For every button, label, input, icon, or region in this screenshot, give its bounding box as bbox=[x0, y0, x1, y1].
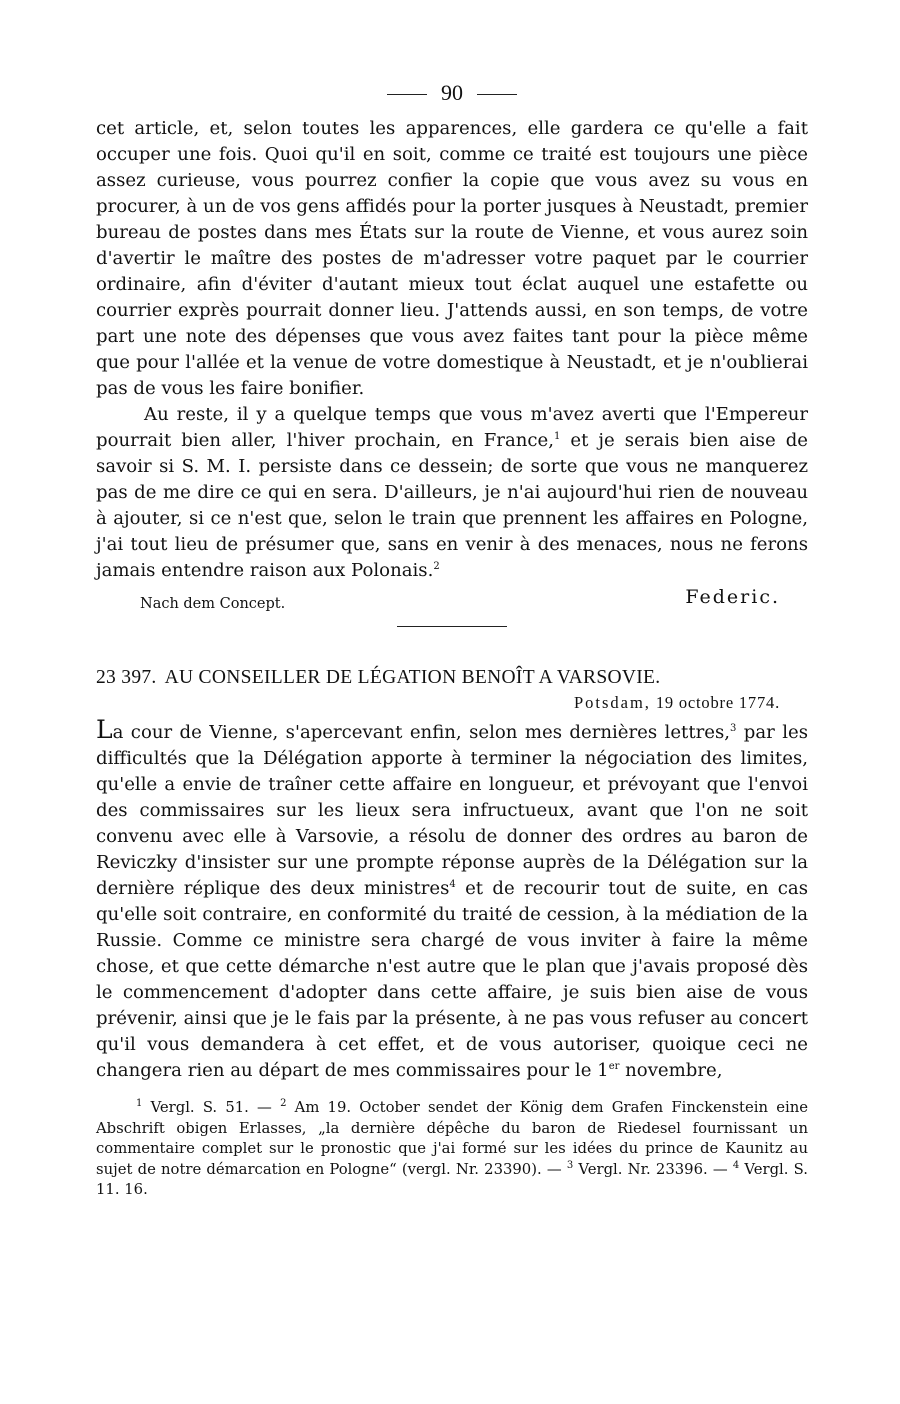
letter-body-part1: a cour de Vienne, s'apercevant enfin, selon mes dernières lettres, bbox=[112, 722, 730, 743]
footnote-ref-1: 1 bbox=[554, 430, 561, 442]
footnote-mark-2: 2 bbox=[280, 1098, 287, 1110]
source-note: Nach dem Concept. bbox=[140, 596, 286, 612]
letter-number: 23 397. bbox=[96, 667, 157, 688]
signature-row bbox=[96, 586, 808, 616]
signature: Federic. bbox=[685, 586, 780, 608]
footnotes bbox=[96, 1098, 808, 1201]
running-head bbox=[96, 80, 808, 106]
paragraph-1: cet article, et, selon toutes les apparences, elle gardera ce qu'elle a fait occuper une fois. Quoi qu'il en soit, comme ce traité est toujours une pièce assez curieuse, vous pourrez confier la copie que vous avez su vous en procurer, à un de vos gens affidés pour la porter jusques à Neustadt, premier bureau de postes dans mes États sur la route de Vienne, et vous aurez soin d'avertir le maître des postes de m'adresser votre paquet par le courrier ordinaire, afin d'éviter d'autant mieux tout éclat auquel une estafette ou courrier exprès pourrait donner lieu. J'attends aussi, en son temps, de votre part une note des dépenses que vous avez faites tant pour la pièce même que pour l'allée et la venue de votre domestique à Neustadt, et je n'oublierai pas de vous les faire bonifier. bbox=[96, 118, 808, 399]
section-divider bbox=[397, 626, 507, 627]
page-number: 90 bbox=[441, 80, 463, 105]
footnote-mark-4: 4 bbox=[732, 1159, 740, 1171]
footnote-ref-3: 3 bbox=[729, 722, 737, 734]
letter-body-part3: et de recourir tout de suite, en cas qu'elle soit contraire, en conformité du traité de cession, à la médiation de la Russie. Comme ce ministre sera chargé de vous inviter à faire la même chose, et que cette démarche n'est autre que le plan que j'avais proposé dès le commencement d'adopter dans cette affaire, je suis bien aise de vous prévenir, ainsi que je le fais par la présente, à ne pas vous refuser au concert qu'il vous demandera à cet effet, et de vous autoriser, quoique ceci ne changera rien au départ de mes commissaires pour le 1 bbox=[96, 878, 808, 1081]
letter-body-part2: par les difficultés que la Délégation apporte à terminer la négociation des limites, qu'elle a envie de traîner cette affaire en longueur, et prévoyant que l'envoi des commissaires sur les lieux sera infructueux, avant que l'on ne soit convenu avec elle à Varsovie, a résolu de donner des ordres au baron de Reviczky d'insister sur une prompte réponse auprès de la Délégation sur la dernière réplique des deux ministres bbox=[96, 722, 808, 899]
footnote-ref-4: 4 bbox=[449, 878, 456, 890]
dateline-date: 19 octobre 1774. bbox=[655, 693, 780, 712]
footnote-3: Vergl. Nr. 23396. — bbox=[573, 1160, 733, 1178]
footnote-mark-1: 1 bbox=[136, 1098, 143, 1110]
head-dash-left bbox=[387, 94, 427, 95]
paragraph-2-part2: et je serais bien aise de savoir si S. M. I. persiste dans ce dessein; de sorte que vous ne manquerez pas de me dire ce qui en sera. D'ailleurs, je n'ai aujourd'hui rien de nouveau à ajouter, si ce n'est que, selon le train que prennent les affaires en Pologne, j'ai tout lieu de présumer que, sans en venir à des menaces, nous ne ferons jamais entendre raison aux Polonais. bbox=[96, 430, 808, 581]
page bbox=[96, 80, 808, 1201]
initial-letter: L bbox=[96, 715, 113, 744]
paragraph-2 bbox=[96, 402, 808, 584]
footnote-mark-3: 3 bbox=[566, 1159, 574, 1171]
ordinal-superscript: er bbox=[608, 1060, 620, 1072]
dateline bbox=[96, 693, 808, 713]
paragraph-2-part1: Au reste, il y a quelque temps que vous m'avez averti que l'Empereur pourrait bien aller, l'hiver prochain, en France, bbox=[96, 404, 808, 451]
letter-body bbox=[96, 717, 808, 1084]
continued-letter bbox=[96, 116, 808, 584]
letter-body-end: novembre, bbox=[619, 1060, 723, 1081]
footnote-1: Vergl. S. 51. — bbox=[142, 1099, 281, 1116]
footnote-4: Vergl. S. 11. 16. bbox=[96, 1160, 808, 1198]
dateline-place: Potsdam, bbox=[573, 693, 651, 712]
footnote-ref-2: 2 bbox=[433, 560, 440, 572]
letter-title: AU CONSEILLER DE LÉGATION BENOÎT A VARSOVIE. bbox=[164, 667, 661, 688]
head-dash-right bbox=[477, 94, 517, 95]
letter-heading bbox=[96, 667, 808, 689]
footnote-2: Am 19. October sendet der König dem Grafen Finckenstein eine Abschrift obigen Erlasses, „la dernière dépêche du baron de Riedesel fournissant un commentaire complet sur le pronostic que j'ai formé sur les idées du prince de Kaunitz au sujet de notre démarcation en Pologne“ (vergl. Nr. 23390). — bbox=[96, 1099, 808, 1178]
